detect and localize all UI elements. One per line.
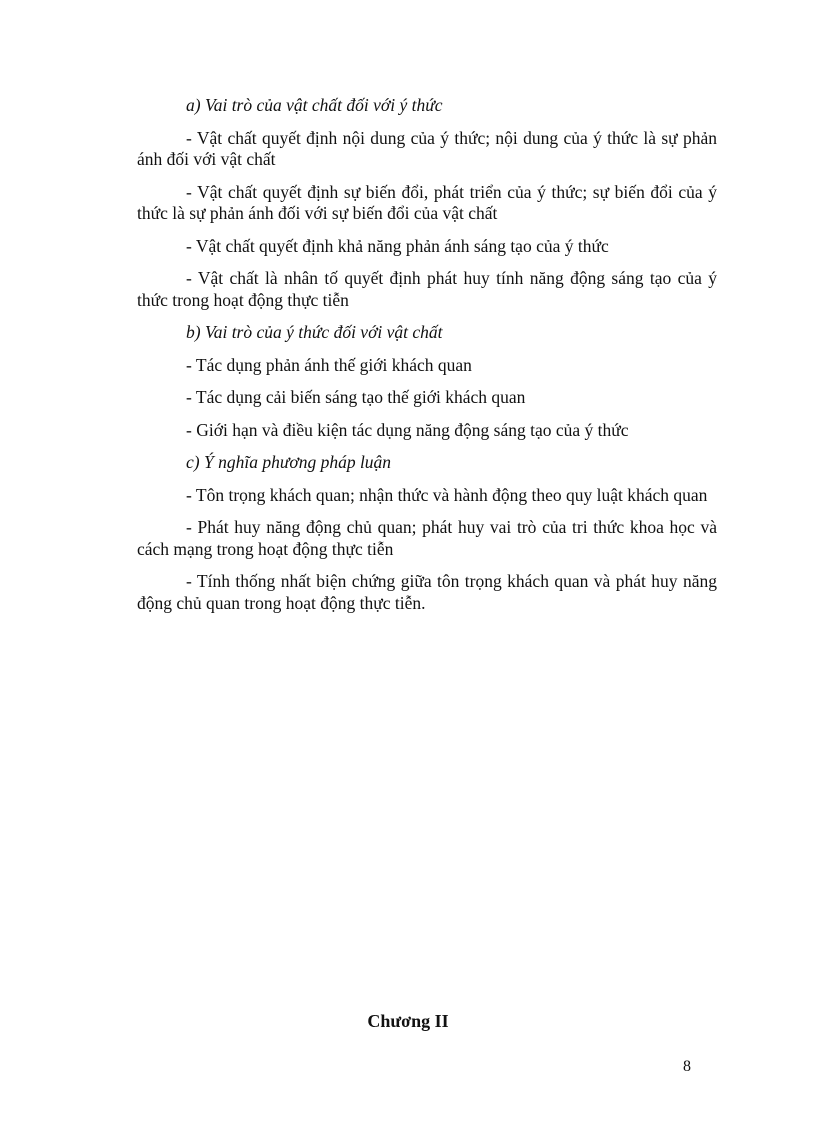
section-heading-a: a) Vai trò của vật chất đối với ý thức — [186, 95, 443, 115]
paragraph: - Vật chất quyết định khả năng phản ánh sáng tạo của ý thức — [186, 235, 609, 256]
document-body — [137, 95, 717, 625]
paragraph: - Tác dụng phản ánh thế giới khách quan — [186, 354, 472, 375]
paragraph: - Tác dụng cải biến sáng tạo thế giới khách quan — [186, 387, 526, 407]
page-number: 8 — [683, 1058, 691, 1075]
section-heading-c: c) Ý nghĩa phương pháp luận — [186, 452, 392, 472]
paragraph: - Vật chất là nhân tố quyết định phát huy tính năng động sáng tạo của ý thức trong hoạt động thực tiễn — [137, 268, 717, 310]
paragraph: - Giới hạn và điều kiện tác dụng năng động sáng tạo của ý thức — [186, 419, 629, 440]
chapter-title: Chương II — [367, 1011, 449, 1031]
paragraph: - Vật chất quyết định nội dung của ý thức; nội dung của ý thức là sự phản ánh đối với vật chất — [137, 127, 717, 169]
paragraph: - Phát huy năng động chủ quan; phát huy vai trò của tri thức khoa học và cách mạng trong hoạt động thực tiễn — [137, 517, 717, 559]
section-heading-b: b) Vai trò của ý thức đối với vật chất — [186, 322, 443, 342]
paragraph: - Vật chất quyết định sự biến đổi, phát triển của ý thức; sự biến đổi của ý thức là sự phản ánh đối với sự biến đổi của vật chất — [137, 181, 717, 223]
paragraph: - Tôn trọng khách quan; nhận thức và hành động theo quy luật khách quan — [186, 484, 708, 505]
paragraph: - Tính thống nhất biện chứng giữa tôn trọng khách quan và phát huy năng động chủ quan trong hoạt động thực tiễn. — [137, 571, 717, 613]
